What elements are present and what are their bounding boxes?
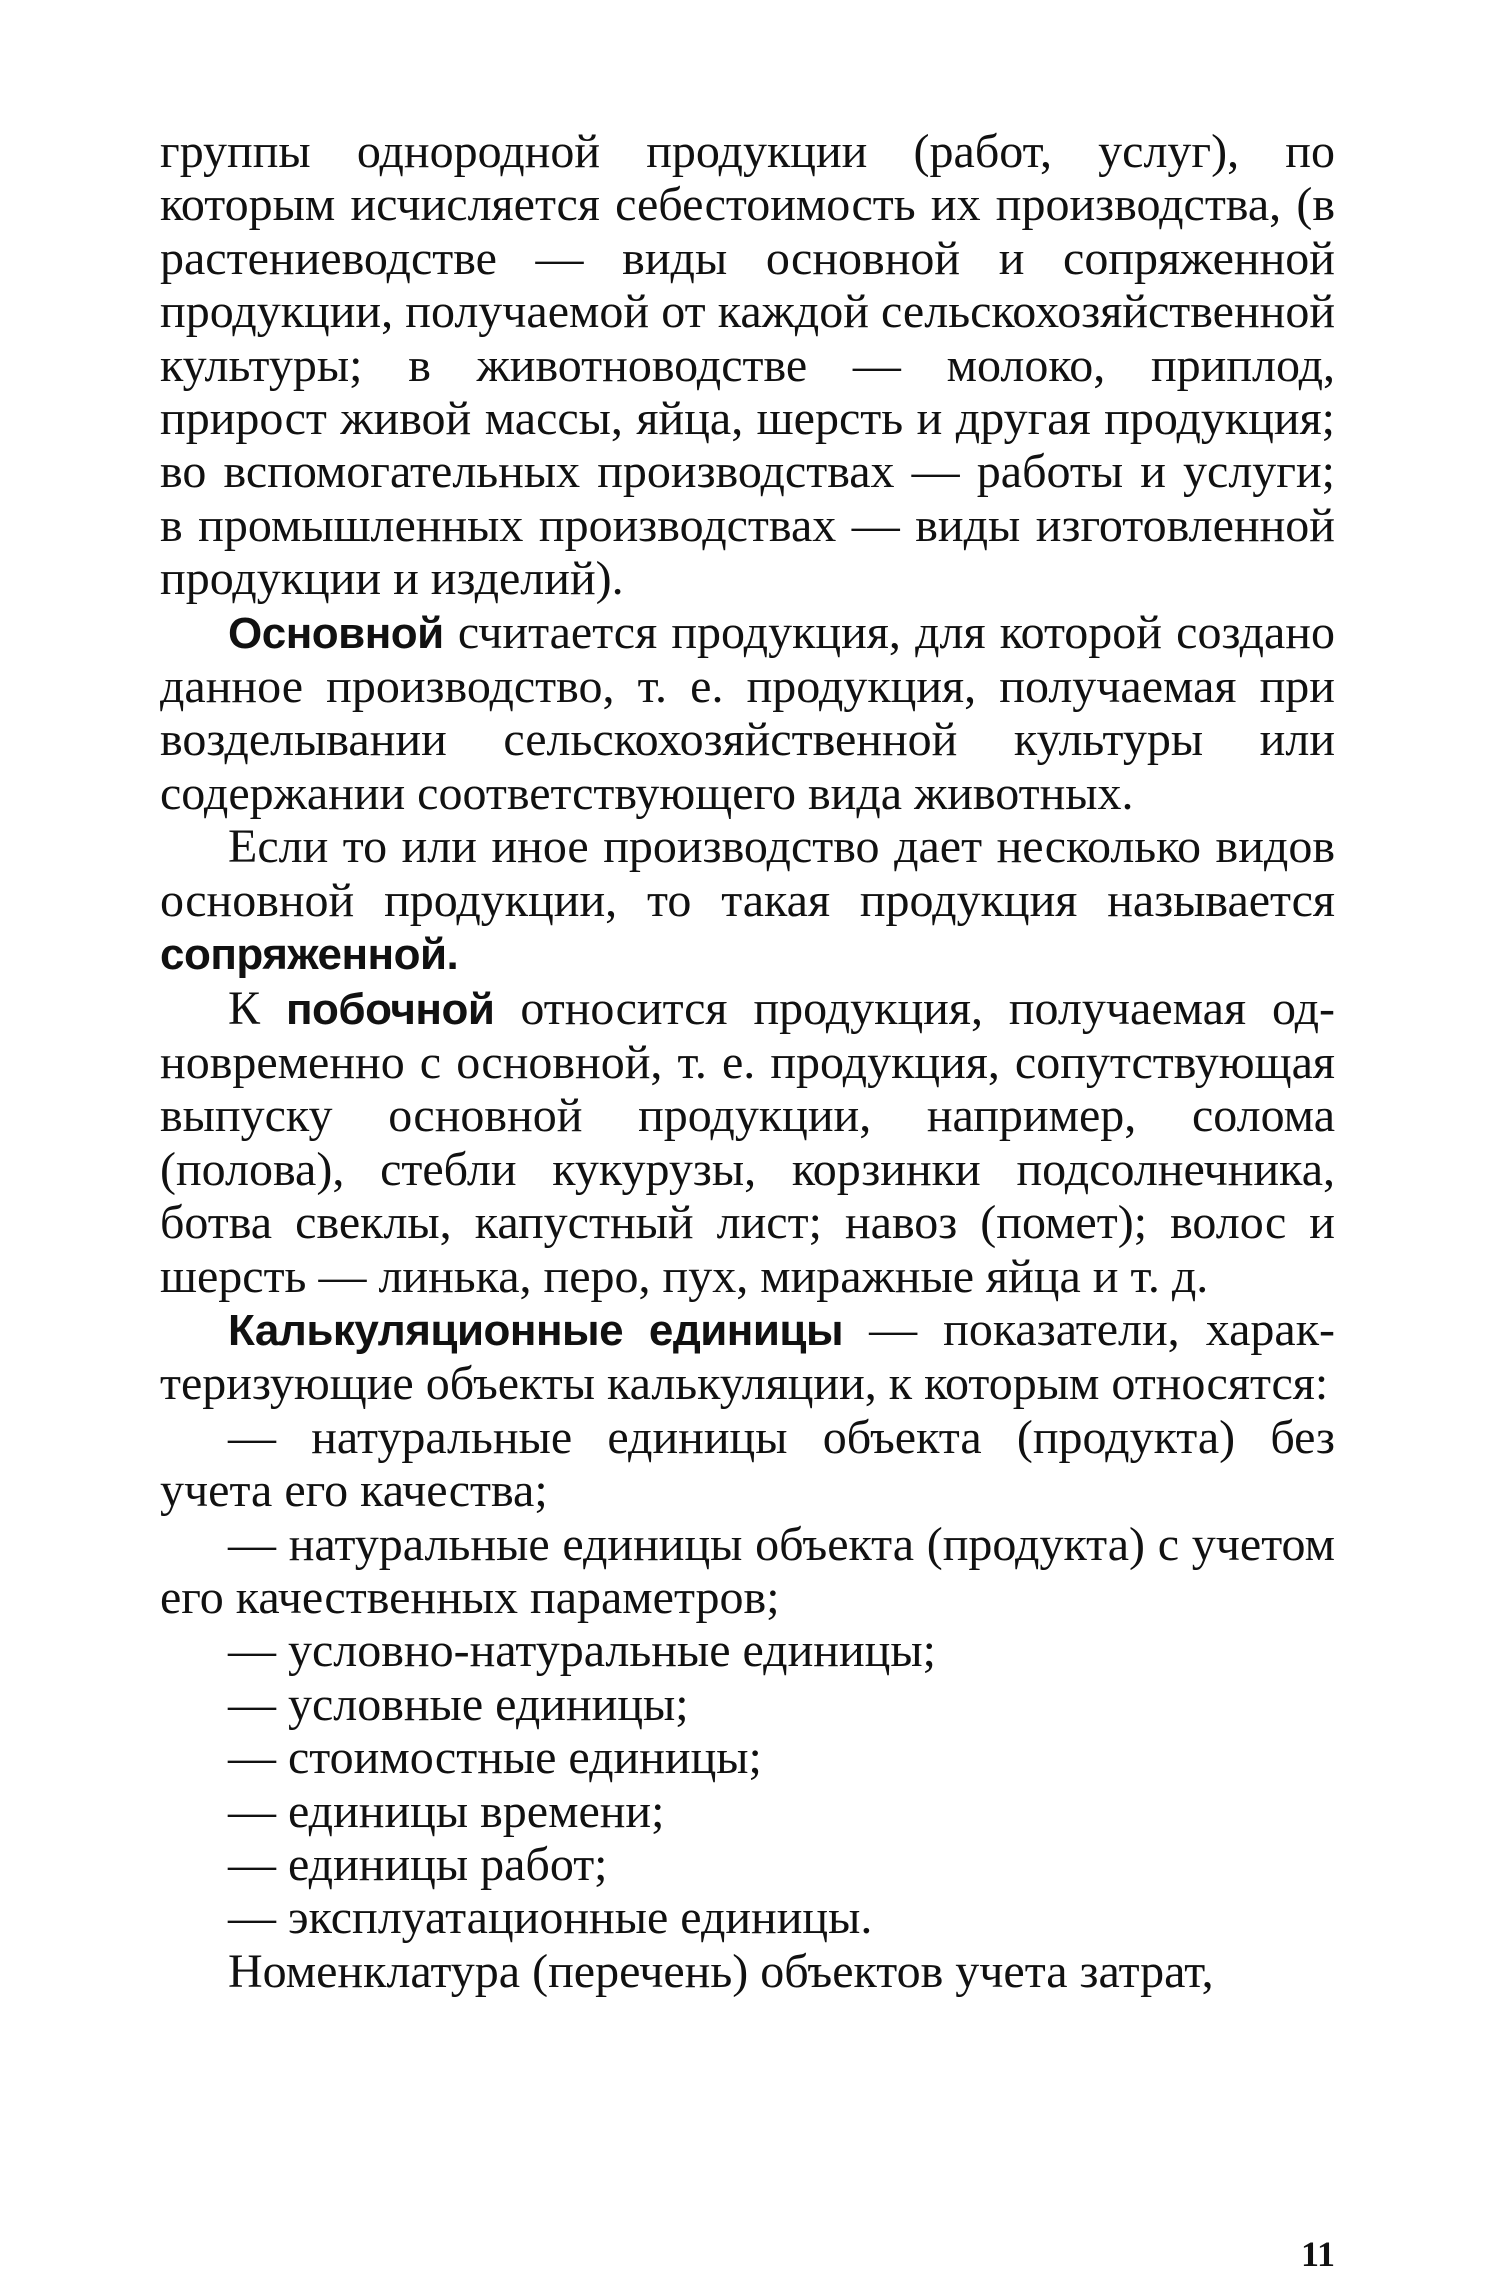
list-item: — единицы работ; (228, 1838, 608, 1891)
page-text-block (160, 125, 1335, 1998)
paragraph-continuation: группы однородной продукции (работ, услуг), по которым исчисляется себестоимость их производства, (в растениеводстве — виды основной и сопряженной продукции, получаемой от каждой сельскохозяйственной культуры; в животноводстве — молоко, приплод, прирост живой массы, яйца, шерсть и другая продукция; во вспомогательных производствах — работы и услуги; в промышленных производствах — виды изготовленной продукции и изделий). (160, 125, 1335, 606)
list-item: — условно-натуральные единицы; (228, 1624, 936, 1678)
paragraph-conjugate-product (160, 820, 1335, 981)
term-by-product: побочной (285, 984, 495, 1034)
list-item: — единицы времени; (228, 1784, 665, 1838)
list-item: — натуральные единицы объекта (продукта) без учета его качества; (160, 1410, 1335, 1518)
term-conjugate: сопряженной. (160, 930, 459, 980)
list-item: — стоимостные единицы; (228, 1731, 762, 1785)
paragraph-nomenclature: Номенклатура (перечень) объектов учета затрат, (228, 1944, 1214, 1998)
paragraph-by-product-prefix: К (228, 981, 286, 1035)
paragraph-by-product (160, 982, 1335, 1303)
paragraph-by-product-text: относится продукция, получаемая одновременно с основной, т. е. продукция, сопутствующая выпуску основной продукции, например, солома (полова), стебли кукурузы, корзинки подсолнечника, ботва свеклы, капустный лист; навоз (помет); волос и шерсть — линька, перо, пух, миражные яйца и т. д. (160, 981, 1336, 1303)
list-item: — эксплуатационные единицы. (228, 1891, 873, 1945)
term-calculation-units: Калькуляционные единицы (228, 1305, 844, 1355)
paragraph-main-product (160, 606, 1335, 821)
paragraph-main-product-text: считается продукция, для которой создано данное производство, т. е. продукция, получаемая при возделывании сельскохозяйственной культуры или содержании соответствующего вида животных. (160, 605, 1335, 820)
paragraph-calculation-units-text: — показатели, характеризующие объекты калькуляции, к которым относятся: (160, 1302, 1335, 1411)
list-item: — натуральные единицы объекта (продукта) с учетом его качественных параметров; (160, 1517, 1335, 1624)
paragraph-conjugate-product-text: Если то или иное производство дает несколько видов основной продукции, то такая продукция называется (160, 820, 1335, 927)
term-main: Основной (228, 608, 444, 658)
list-item: — условные единицы; (228, 1677, 689, 1731)
page-number: 11 (1300, 2234, 1335, 2274)
paragraph-calculation-units (160, 1303, 1335, 1411)
